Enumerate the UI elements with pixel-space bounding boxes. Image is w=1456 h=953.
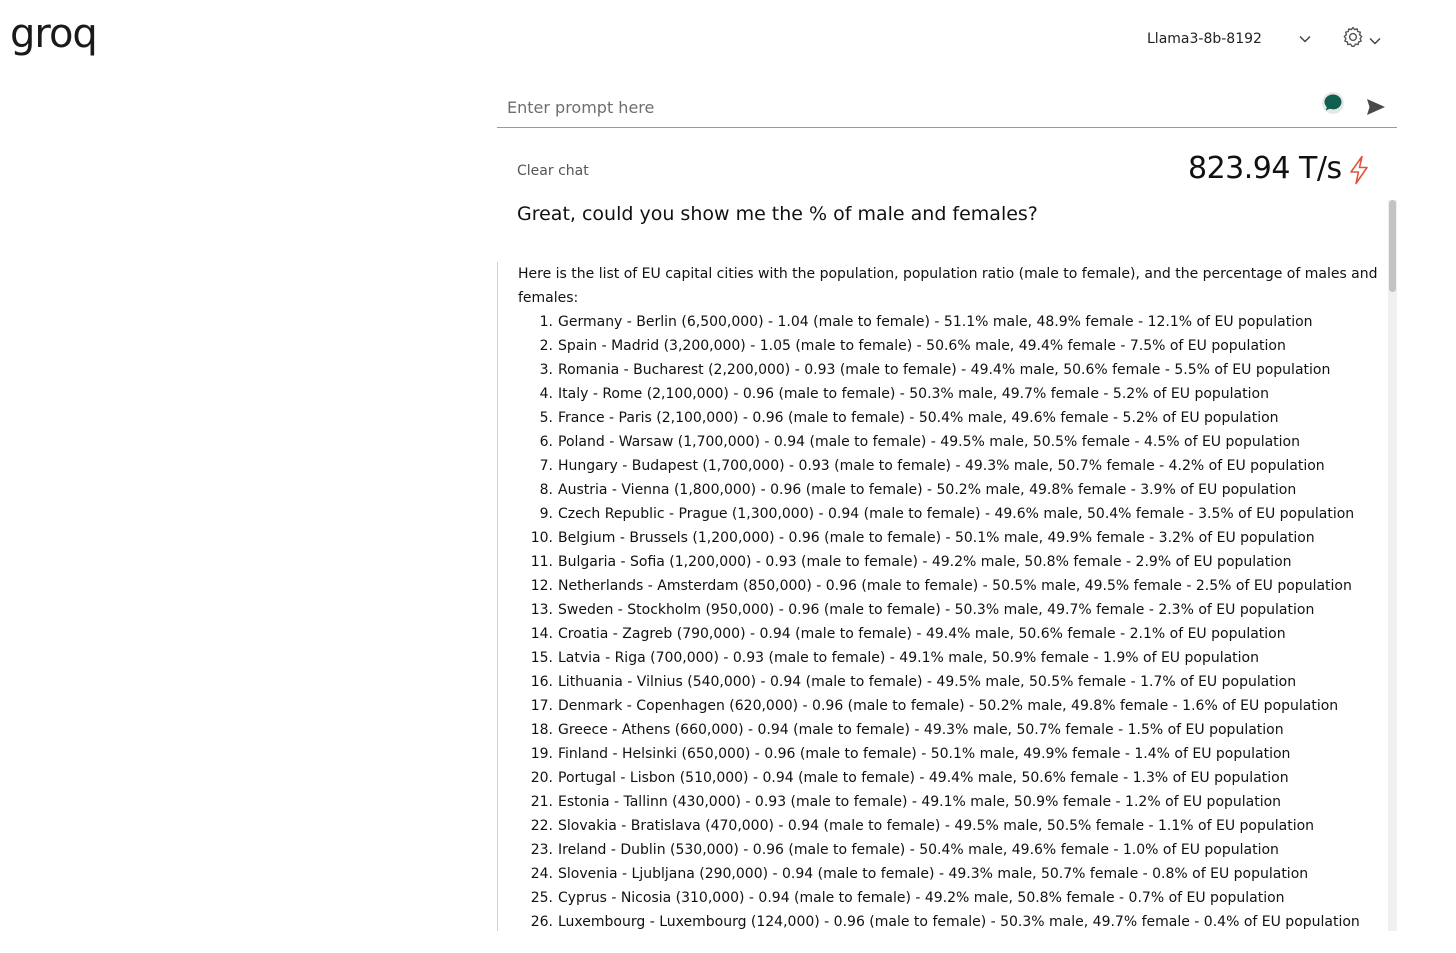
list-item [518, 694, 1386, 718]
chat-scrollbar-thumb[interactable] [1389, 200, 1396, 292]
list-item-number: 8. [539, 482, 553, 498]
list-item-text: Austria - Vienna (1,800,000) - 0.96 (male to female) - 50.2% male, 49.8% female - 3.9% of EU population [558, 482, 1297, 498]
list-item-text: Hungary - Budapest (1,700,000) - 0.93 (male to female) - 49.3% male, 50.7% female - 4.2% of EU population [558, 458, 1325, 474]
model-select-value: Llama3-8b-8192 [1147, 31, 1262, 47]
list-item [518, 766, 1386, 790]
list-item [518, 838, 1386, 862]
list-item-text: Luxembourg - Luxembourg (124,000) - 0.96 (male to female) - 50.3% male, 49.7% female - 0.4% of EU population [558, 914, 1360, 930]
list-item-number: 26. [530, 914, 553, 930]
list-item-number: 7. [539, 458, 553, 474]
list-item-number: 2. [539, 338, 553, 354]
list-item-text: Slovenia - Ljubljana (290,000) - 0.94 (male to female) - 49.3% male, 50.7% female - 0.8% of EU population [558, 866, 1309, 882]
list-item-number: 14. [530, 626, 553, 642]
list-item-number: 4. [539, 386, 553, 402]
list-item-text: Sweden - Stockholm (950,000) - 0.96 (male to female) - 50.3% male, 49.7% female - 2.3% of EU population [558, 602, 1315, 618]
list-item-number: 13. [530, 602, 553, 618]
list-item-number: 17. [530, 698, 553, 714]
list-item-text: Romania - Bucharest (2,200,000) - 0.93 (male to female) - 49.4% male, 50.6% female - 5.5% of EU population [558, 362, 1331, 378]
list-item [518, 790, 1386, 814]
list-item-text: Germany - Berlin (6,500,000) - 1.04 (male to female) - 51.1% male, 48.9% female - 12.1% of EU population [558, 314, 1313, 330]
list-item-number: 5. [539, 410, 553, 426]
list-item-text: Ireland - Dublin (530,000) - 0.96 (male to female) - 50.4% male, 49.6% female - 1.0% of EU population [558, 842, 1279, 858]
list-item-number: 1. [539, 314, 553, 330]
chevron-down-icon [1369, 30, 1381, 49]
list-item [518, 454, 1386, 478]
list-item [518, 334, 1386, 358]
list-item [518, 886, 1386, 910]
list-item [518, 430, 1386, 454]
settings-menu-button[interactable] [1341, 26, 1385, 52]
lightning-icon [1348, 155, 1370, 189]
list-item-number: 19. [530, 746, 553, 762]
chat-thread[interactable] [497, 195, 1389, 931]
list-item-text: Finland - Helsinki (650,000) - 0.96 (male to female) - 50.1% male, 49.9% female - 1.4% of EU population [558, 746, 1291, 762]
list-item-text: Poland - Warsaw (1,700,000) - 0.94 (male to female) - 49.5% male, 50.5% female - 4.5% of EU population [558, 434, 1300, 450]
list-item-number: 3. [539, 362, 553, 378]
list-item [518, 670, 1386, 694]
list-item-text: Denmark - Copenhagen (620,000) - 0.96 (male to female) - 50.2% male, 49.8% female - 1.6% of EU population [558, 698, 1339, 714]
list-item-text: Netherlands - Amsterdam (850,000) - 0.96 (male to female) - 50.5% male, 49.5% female - 2.5% of EU population [558, 578, 1352, 594]
list-item-number: 9. [539, 506, 553, 522]
gear-icon [1341, 25, 1365, 53]
list-item [518, 406, 1386, 430]
list-item-text: Cyprus - Nicosia (310,000) - 0.94 (male to female) - 49.2% male, 50.8% female - 0.7% of EU population [558, 890, 1285, 906]
list-item-number: 24. [530, 866, 553, 882]
list-item-text: France - Paris (2,100,000) - 0.96 (male to female) - 50.4% male, 49.6% female - 5.2% of EU population [558, 410, 1279, 426]
prompt-input[interactable] [505, 94, 1289, 120]
list-item-number: 21. [530, 794, 553, 810]
list-item-text: Lithuania - Vilnius (540,000) - 0.94 (male to female) - 49.5% male, 50.5% female - 1.7% of EU population [558, 674, 1297, 690]
assistant-intro: Here is the list of EU capital cities with the population, population ratio (male to female), and the percentage of males and females: [518, 266, 1378, 306]
groq-logo: groq [10, 11, 97, 57]
list-item-number: 25. [530, 890, 553, 906]
list-item-number: 6. [539, 434, 553, 450]
list-item [518, 862, 1386, 886]
list-item-text: Estonia - Tallinn (430,000) - 0.93 (male to female) - 49.1% male, 50.9% female - 1.2% of EU population [558, 794, 1282, 810]
list-item [518, 358, 1386, 382]
list-item [518, 478, 1386, 502]
list-item-number: 22. [530, 818, 553, 834]
chat-bubble-icon[interactable] [1321, 91, 1345, 119]
list-item-number: 12. [530, 578, 553, 594]
list-item-text: Italy - Rome (2,100,000) - 0.96 (male to female) - 50.3% male, 49.7% female - 5.2% of EU population [558, 386, 1269, 402]
list-item [518, 550, 1386, 574]
list-item [518, 718, 1386, 742]
list-item-text: Spain - Madrid (3,200,000) - 1.05 (male to female) - 50.6% male, 49.4% female - 7.5% of EU population [558, 338, 1286, 354]
list-item [518, 310, 1386, 334]
list-item [518, 382, 1386, 406]
send-icon[interactable] [1366, 98, 1386, 120]
list-item [518, 526, 1386, 550]
list-item-text: Bulgaria - Sofia (1,200,000) - 0.93 (male to female) - 49.2% male, 50.8% female - 2.9% of EU population [558, 554, 1292, 570]
list-item [518, 574, 1386, 598]
chat-scrollbar[interactable] [1388, 200, 1397, 931]
list-item-number: 23. [530, 842, 553, 858]
tokens-per-second: 823.94 T/s [1188, 151, 1342, 186]
list-item-text: Latvia - Riga (700,000) - 0.93 (male to female) - 49.1% male, 50.9% female - 1.9% of EU population [558, 650, 1259, 666]
list-item-text: Greece - Athens (660,000) - 0.94 (male to female) - 49.3% male, 50.7% female - 1.5% of EU population [558, 722, 1284, 738]
model-select[interactable] [1147, 26, 1317, 52]
list-item-text: Belgium - Brussels (1,200,000) - 0.96 (male to female) - 50.1% male, 49.9% female - 3.2% of EU population [558, 530, 1315, 546]
list-item-text: Portugal - Lisbon (510,000) - 0.94 (male to female) - 49.4% male, 50.6% female - 1.3% of EU population [558, 770, 1289, 786]
list-item [518, 598, 1386, 622]
list-item-text: Czech Republic - Prague (1,300,000) - 0.94 (male to female) - 49.6% male, 50.4% female - 3.5% of EU population [558, 506, 1355, 522]
capital-list [518, 310, 1386, 931]
list-item-text: Croatia - Zagreb (790,000) - 0.94 (male to female) - 49.4% male, 50.6% female - 2.1% of EU population [558, 626, 1286, 642]
chevron-down-icon [1299, 31, 1311, 47]
list-item [518, 646, 1386, 670]
list-item-number: 20. [530, 770, 553, 786]
list-item [518, 622, 1386, 646]
user-message: Great, could you show me the % of male and females? [517, 203, 1038, 225]
list-item [518, 502, 1386, 526]
assistant-message [497, 262, 1386, 931]
list-item-number: 16. [530, 674, 553, 690]
list-item [518, 814, 1386, 838]
list-item-number: 15. [530, 650, 553, 666]
prompt-bar [497, 86, 1397, 128]
list-item-number: 11. [530, 554, 553, 570]
list-item-text: Slovakia - Bratislava (470,000) - 0.94 (male to female) - 49.5% male, 50.5% female - 1.1% of EU population [558, 818, 1315, 834]
clear-chat-button[interactable]: Clear chat [517, 163, 589, 179]
list-item-number: 18. [530, 722, 553, 738]
list-item [518, 742, 1386, 766]
list-item [518, 910, 1386, 931]
list-item-number: 10. [530, 530, 553, 546]
